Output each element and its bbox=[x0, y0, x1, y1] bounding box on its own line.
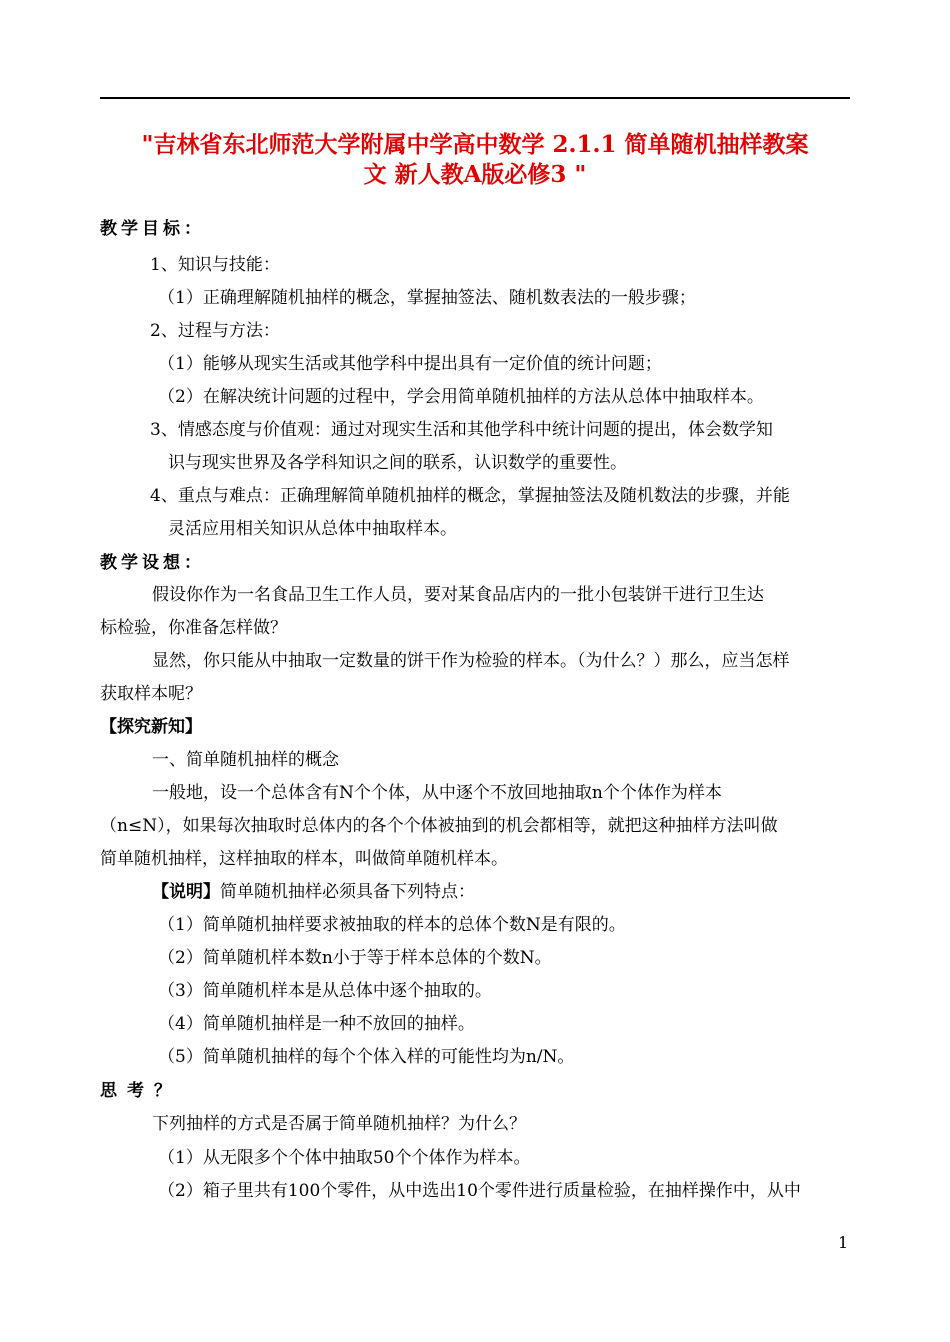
goal-line: 4、重点与难点：正确理解简单随机抽样的概念，掌握抽签法及随机数法的步骤，并能 bbox=[150, 486, 790, 506]
idea-line: 获取样本呢？ bbox=[100, 684, 202, 704]
goals-heading: 教学目标： bbox=[100, 219, 205, 239]
note-label: 【说明】 bbox=[152, 882, 220, 902]
note-item: （3）简单随机样本是从总体中逐个抽取的。 bbox=[158, 981, 492, 1001]
title-line-1: "吉林省东北师范大学附属中学高中数学 2.1.1 简单随机抽样教案 bbox=[141, 131, 809, 158]
idea-heading: 教学设想： bbox=[100, 553, 205, 573]
note-item: （1）简单随机抽样要求被抽取的样本的总体个数N是有限的。 bbox=[158, 915, 626, 935]
explore-line: 一般地，设一个总体含有N个个体，从中逐个不放回地抽取n个个体作为样本 bbox=[152, 783, 722, 803]
explore-line: 简单随机抽样，这样抽取的样本，叫做简单随机样本。 bbox=[100, 849, 508, 869]
document-title bbox=[100, 130, 850, 190]
goal-line: 识与现实世界及各学科知识之间的联系，认识数学的重要性。 bbox=[168, 453, 627, 473]
idea-line: 假设你作为一名食品卫生工作人员，要对某食品店内的一批小包装饼干进行卫生达 bbox=[152, 585, 764, 605]
header-rule bbox=[100, 97, 850, 99]
note-item: （2）简单随机样本数n小于等于样本总体的个数N。 bbox=[158, 948, 552, 968]
note-item: （4）简单随机抽样是一种不放回的抽样。 bbox=[158, 1014, 475, 1034]
goal-line: 2、过程与方法： bbox=[150, 321, 280, 341]
explore-line: 一、简单随机抽样的概念 bbox=[152, 750, 339, 770]
goal-line: 灵活应用相关知识从总体中抽取样本。 bbox=[168, 519, 457, 539]
think-line: （1）从无限多个个体中抽取50个个体作为样本。 bbox=[158, 1148, 531, 1168]
goal-line: 1、知识与技能： bbox=[150, 255, 280, 275]
think-heading: 思考？ bbox=[100, 1081, 181, 1101]
goal-line: （2）在解决统计问题的过程中，学会用简单随机抽样的方法从总体中抽取样本。 bbox=[158, 387, 764, 407]
page-number: 1 bbox=[838, 1233, 849, 1252]
idea-line: 显然，你只能从中抽取一定数量的饼干作为检验的样本。（为什么？）那么，应当怎样 bbox=[152, 651, 790, 671]
think-line: 下列抽样的方式是否属于简单随机抽样？为什么？ bbox=[152, 1114, 526, 1134]
idea-line: 标检验，你准备怎样做？ bbox=[100, 618, 287, 638]
explore-line: （n≤N），如果每次抽取时总体内的各个个体被抽到的机会都相等，就把这种抽样方法叫做 bbox=[100, 816, 778, 836]
title-line-2: 文 新人教A版必修3 " bbox=[363, 161, 587, 188]
goal-line: 3、情感态度与价值观：通过对现实生活和其他学科中统计问题的提出，体会数学知 bbox=[150, 420, 773, 440]
note-text: 简单随机抽样必须具备下列特点： bbox=[220, 882, 475, 902]
think-line: （2）箱子里共有100个零件，从中选出10个零件进行质量检验，在抽样操作中，从中 bbox=[158, 1181, 801, 1201]
note-line bbox=[100, 877, 904, 907]
goal-line: （1）能够从现实生活或其他学科中提出具有一定价值的统计问题； bbox=[158, 354, 662, 374]
goal-line: （1）正确理解随机抽样的概念，掌握抽签法、随机数表法的一般步骤； bbox=[158, 288, 696, 308]
note-item: （5）简单随机抽样的每个个体入样的可能性均为n/N。 bbox=[158, 1047, 575, 1067]
explore-heading: 【探究新知】 bbox=[100, 717, 202, 737]
